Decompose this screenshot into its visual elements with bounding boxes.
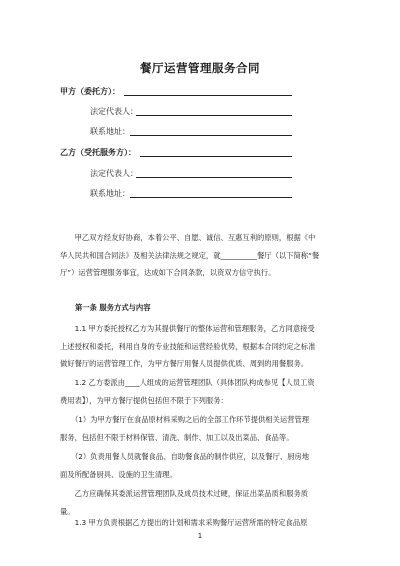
service-item-1 — [60, 411, 342, 446]
party-a-name-line — [124, 95, 292, 96]
clause-line: （2）负责用餐人员就餐食品、自助餐食品的制作供应，以及餐厅、厨房地 — [60, 452, 310, 461]
party-b-address-line — [130, 197, 292, 198]
clause-line: 服务，包括但不限于材料保管、清洗、制作、加工以及出菜品、食品等。 — [60, 432, 294, 442]
party-b-label: 乙方（受托服务方）： — [60, 148, 136, 157]
clause-line: 费用表】），为甲方餐厅提供包括但不限于下列服务： — [60, 395, 228, 405]
clause-1-1 — [60, 320, 342, 373]
clause-1-3 — [60, 514, 342, 532]
page-number: 1 — [197, 532, 203, 540]
party-a-label: 甲方（委托方）： — [60, 87, 120, 96]
clause-line: 上述授权和委托，利用自身的专业技能和运营经验优势，根据本合同约定之标准 — [60, 341, 316, 351]
article-1-heading — [75, 299, 357, 317]
intro-line: 华人民共和国合同法》及相关法律法规之规定，就__________餐厅（以下简称“餐 — [60, 250, 320, 260]
clause-line: 1.3 甲方负责根据乙方提出的计划和需求采购餐厅运营所需的特定食品原 — [60, 518, 308, 527]
party-b-legal-rep-line — [136, 177, 292, 178]
party-b-legal-rep-label: 法定代表人： — [90, 169, 138, 178]
clause-line: 乙方应确保其委派运营管理团队及成员技术过硬，保证出菜品质和服务质 — [60, 489, 309, 498]
party-b-address-label: 联系地址： — [90, 189, 130, 198]
party-a-legal-rep-label: 法定代表人： — [90, 107, 138, 116]
intro-line: 厅”）运营管理服务事宜，达成如下合同条款，以资双方信守执行。 — [60, 268, 276, 277]
article-1-title: 第一条 服务方式与内容 — [75, 303, 151, 312]
party-a-address-label: 联系地址： — [90, 127, 130, 136]
intro-paragraph — [60, 229, 342, 282]
clause-line: 做好餐厅的运营管理工作，为甲方餐厅用餐人员提供优质、周到的用餐服务。 — [60, 359, 309, 368]
clause-1-2 — [60, 374, 342, 409]
party-b-name-line — [140, 156, 292, 157]
intro-line: 甲乙双方经友好协商，本着公平、自愿、诚信、互惠互利的原则，根据《中 — [60, 233, 316, 242]
contract-title: 餐厅运营管理服务合同 — [140, 61, 260, 75]
clause-line: （1）为甲方餐厅在食品原材料采购之后的全部工作环节提供相关运营管理 — [60, 415, 310, 424]
clause-line: 1.2 乙方委派由____人组成的运营管理团队（具体团队构成参见【人员工资 — [60, 378, 315, 387]
clause-line: 量。 — [60, 506, 75, 516]
service-item-2 — [60, 448, 342, 483]
clause-line: 1.1 甲方委托授权乙方为其提供餐厅的整体运营和管理服务，乙方同意接受 — [60, 324, 315, 333]
party-a-address-line — [130, 135, 292, 136]
clause-line: 面及所配备厨具、设施的卫生清理。 — [60, 469, 177, 479]
party-a-legal-rep-line — [136, 115, 292, 116]
